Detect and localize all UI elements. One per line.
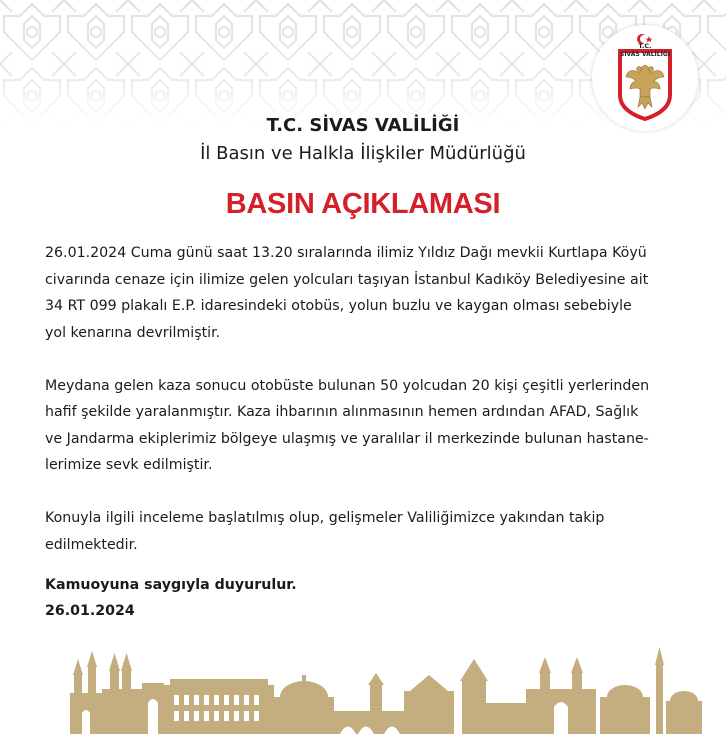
paragraph-line: civarında cenaze için ilimize gelen yolcuları taşıyan İstanbul Kadıköy Belediyesine ait [45, 271, 649, 288]
paragraph-spacer [45, 346, 685, 373]
logo-text-sivas-valiligi: SİVAS VALİLİĞİ [620, 51, 670, 58]
paragraph-line: Konuyla ilgili inceleme başlatılmış olup, gelişmeler Valiliğimizce yakından takip [45, 510, 605, 526]
paragraph-line: hafif şekilde yaralanmıştır. Kaza ihbarının alınmasının hemen ardından AFAD, Sağlık [45, 404, 639, 420]
logo-text-tc: T.C. [638, 42, 652, 50]
closing-block [45, 572, 685, 624]
paragraph-1 [45, 240, 685, 346]
paragraph-line: lerimize sevk edilmiştir. [45, 457, 213, 473]
organization-subtitle: İl Basın ve Halkla İlişkiler Müdürlüğü [200, 143, 526, 164]
paragraph-line: 34 RT 099 plakalı E.P. idaresindeki otobüs, yolun buzlu ve kaygan olması sebebiyle [45, 298, 632, 314]
paragraph-3 [45, 505, 685, 558]
city-skyline-silhouette [70, 645, 702, 734]
paragraph-line: Meydana gelen kaza sonucu otobüste bulunan 50 yolcudan 20 kişi çeşitli yerlerinden [45, 377, 650, 394]
paragraph-line: edilmektedir. [45, 536, 138, 553]
press-release-heading: BASIN AÇIKLAMASI [225, 188, 501, 220]
press-release-body [45, 240, 685, 558]
paragraph-2 [45, 373, 685, 479]
paragraph-line: 26.01.2024 Cuma günü saat 13.20 sıralarında ilimiz Yıldız Dağı mevkii Kurtlapa Köyü [45, 245, 647, 261]
paragraph-line: ve Jandarma ekiplerimiz bölgeye ulaşmış ve yaralılar il merkezinde bulunan hastane- [45, 430, 649, 447]
paragraph-spacer [45, 479, 685, 506]
closing-date: 26.01.2024 [45, 603, 135, 619]
closing-text: Kamuoyuna saygıyla duyurulur. [45, 577, 297, 593]
organization-title: T.C. SİVAS VALİLİĞİ [266, 115, 460, 136]
paragraph-line: yol kenarına devrilmiştir. [45, 324, 221, 341]
